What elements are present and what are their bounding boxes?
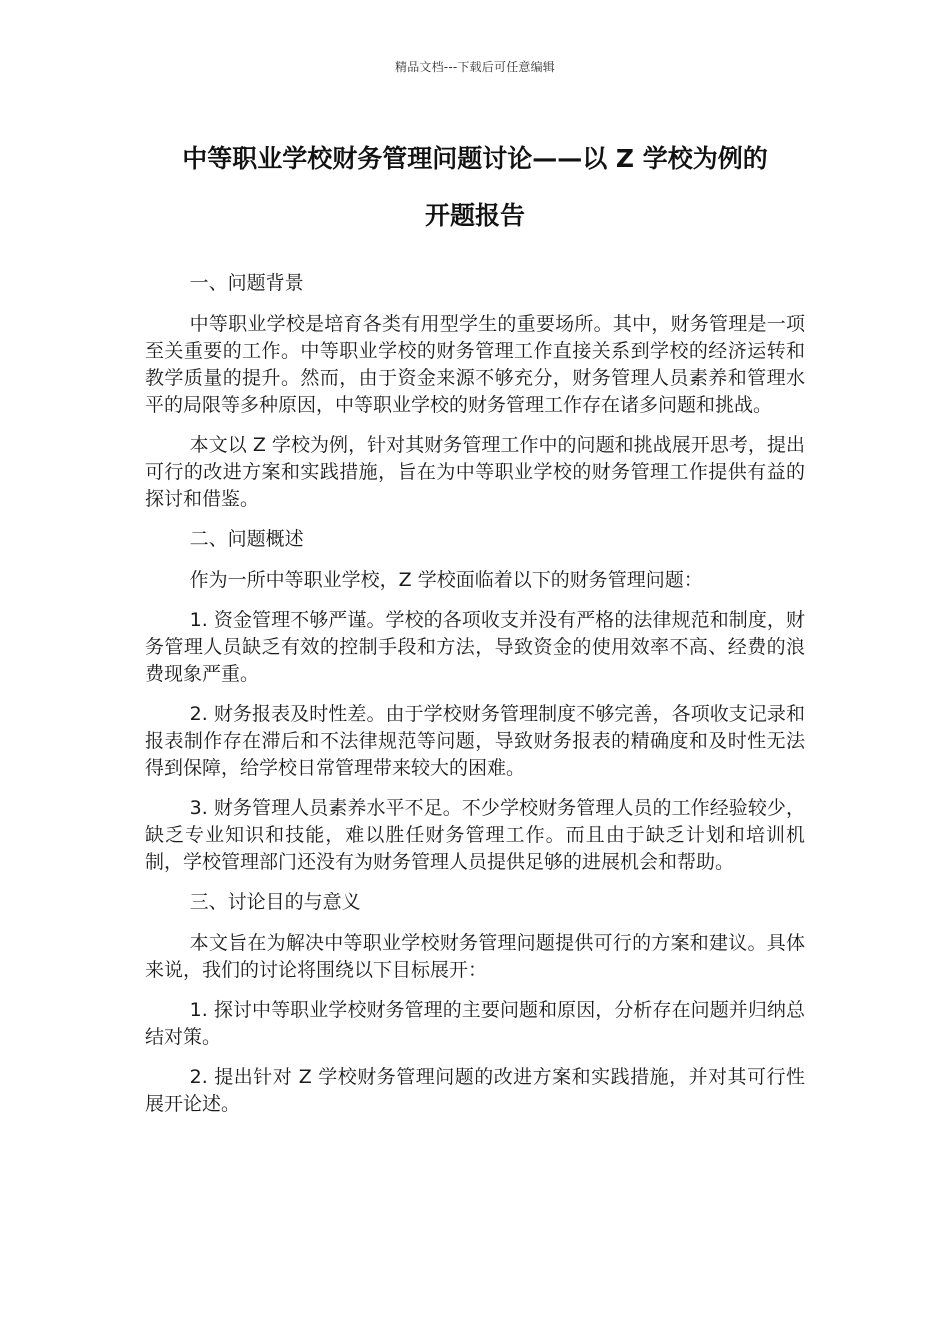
list-item: 1. 资金管理不够严谨。学校的各项收支并没有严格的法律规范和制度，财务管理人员缺乏有效的控制手段和方法，导致资金的使用效率不高、经费的浪费现象严重。	[145, 609, 805, 685]
paragraph: 本文旨在为解决中等职业学校财务管理问题提供可行的方案和建议。具体来说，我们的讨论将围绕以下目标展开：	[145, 932, 805, 981]
section-heading-background: 一、问题背景	[189, 272, 304, 294]
section-heading-overview: 二、问题概述	[189, 528, 304, 550]
paragraph: 中等职业学校是培育各类有用型学生的重要场所。其中，财务管理是一项至关重要的工作。中等职业学校的财务管理工作直接关系到学校的经济运转和教学质量的提升。然而，由于资金来源不够充分，财务管理人员素养和管理水平的局限等多种原因，中等职业学校的财务管理工作存在诸多问题和挑战。	[145, 313, 805, 416]
list-item: 3. 财务管理人员素养水平不足。不少学校财务管理人员的工作经验较少，缺乏专业知识和技能，难以胜任财务管理工作。而且由于缺乏计划和培训机制，学校管理部门还没有为财务管理人员提供足够的进展机会和帮助。	[145, 797, 805, 873]
list-item: 1. 探讨中等职业学校财务管理的主要问题和原因，分析存在问题并归纳总结对策。	[145, 999, 805, 1048]
document-body	[145, 270, 805, 1131]
document-title-line-2: 开题报告	[424, 201, 525, 230]
list-item: 2. 提出针对 Z 学校财务管理问题的改进方案和实践措施，并对其可行性展开论述。	[145, 1066, 805, 1115]
header-note: 精品文档---下载后可任意编辑	[395, 60, 555, 74]
list-item: 2. 财务报表及时性差。由于学校财务管理制度不够完善，各项收支记录和报表制作存在滞后和不法律规范等问题，导致财务报表的精确度和及时性无法得到保障，给学校日常管理带来较大的困难。	[145, 703, 805, 779]
paragraph: 作为一所中等职业学校，Z 学校面临着以下的财务管理问题：	[189, 569, 703, 591]
paragraph: 本文以 Z 学校为例，针对其财务管理工作中的问题和挑战展开思考，提出可行的改进方案和实践措施，旨在为中等职业学校的财务管理工作提供有益的探讨和借鉴。	[145, 434, 805, 510]
section-heading-purpose: 三、讨论目的与意义	[189, 891, 361, 913]
document-title-line-1: 中等职业学校财务管理问题讨论——以 Z 学校为例的	[182, 144, 768, 173]
